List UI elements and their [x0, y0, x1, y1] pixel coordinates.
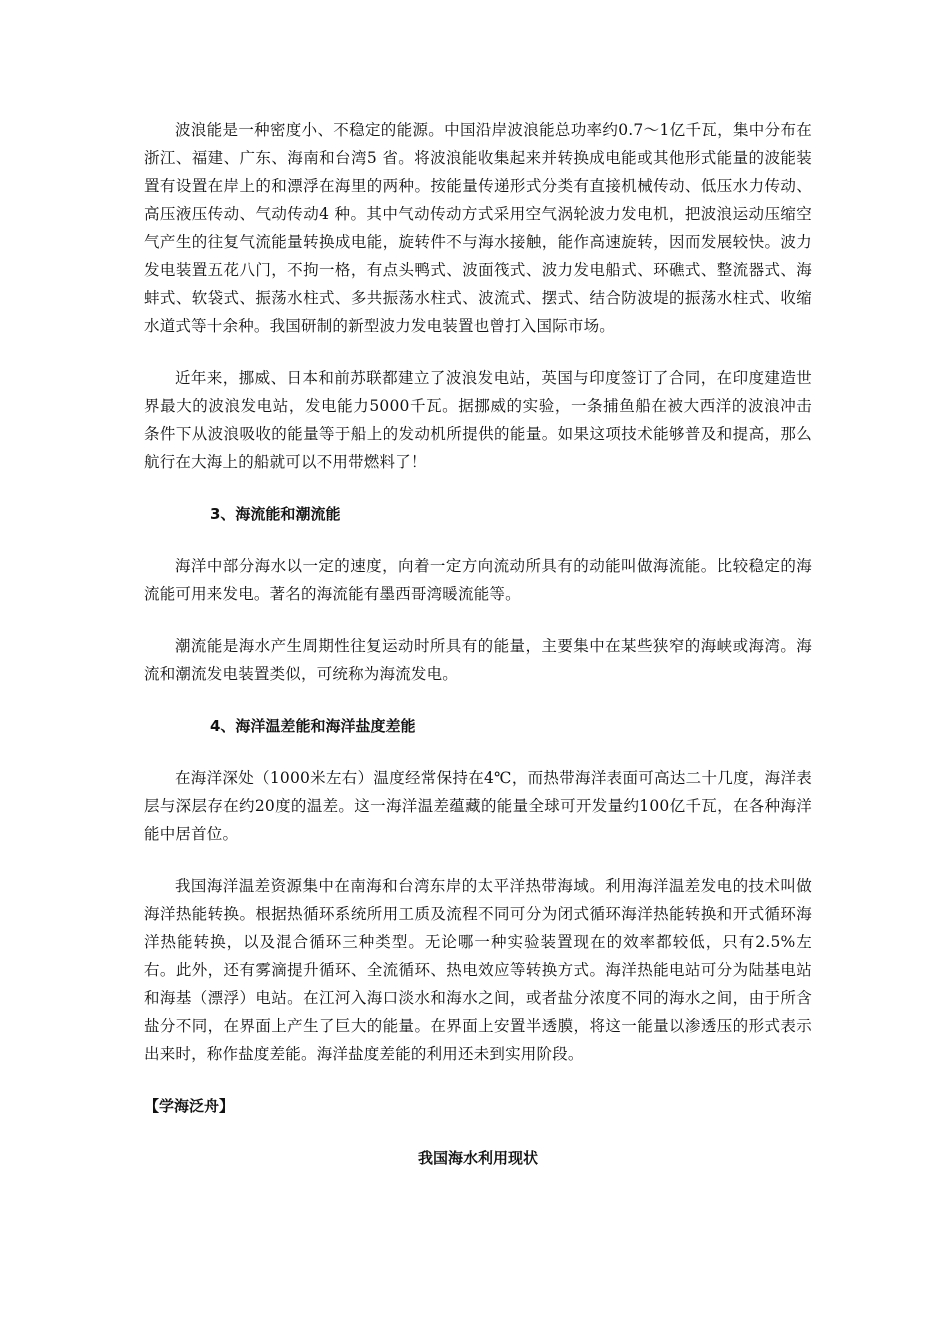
paragraph-gap — [144, 1068, 812, 1092]
paragraph-gap — [144, 608, 812, 632]
article-title: 我国海水利用现状 — [417, 1149, 538, 1167]
paragraph-thermal-gradient: 在海洋深处（1000米左右）温度经常保持在4℃，而热带海洋表面可高达二十几度，海洋表层与深层存在约20度的温差。这一海洋温差蕴藏的能量全球可开发量约100亿千瓦，在各种海洋能中居首位。 — [144, 769, 812, 843]
paragraph-gap — [144, 476, 812, 500]
paragraph-gap — [144, 1120, 812, 1144]
paragraph-thermal-china: 我国海洋温差资源集中在南海和台湾东岸的太平洋热带海域。利用海洋温差发电的技术叫做海洋热能转换。根据热循环系统所用工质及流程不同可分为闭式循环海洋热能转换和开式循环海洋热能转换，以及混合循环三种类型。无论哪一种实验装置现在的效率都较低，只有2.5%左右。此外，还有雾滴提升循环、全流循环、热电效应等转换方式。海洋热能电站可分为陆基电站和海基（漂浮）电站。在江河入海口淡水和海水之间，或者盐分浓度不同的海水之间，由于所含盐分不同，在界面上产生了巨大的能量。在界面上安置半透膜，将这一能量以渗透压的形式表示出来时，称作盐度差能。海洋盐度差能的利用还未到实用阶段。 — [144, 877, 812, 1063]
section-heading-ocean-current: 3、海流能和潮流能 — [210, 505, 341, 523]
paragraph-gap — [144, 740, 812, 764]
paragraph-gap — [144, 528, 812, 552]
paragraph-gap — [144, 848, 812, 872]
paragraph-ocean-current: 海洋中部分海水以一定的速度，向着一定方向流动所具有的动能叫做海流能。比较稳定的海流能可用来发电。著名的海流能有墨西哥湾暖流能等。 — [144, 557, 812, 603]
paragraph-gap — [144, 340, 812, 364]
document-body — [144, 116, 812, 1172]
paragraph-gap — [144, 688, 812, 712]
paragraph-tidal-current: 潮流能是海水产生周期性往复运动时所具有的能量，主要集中在某些狭窄的海峡或海湾。海流和潮流发电装置类似，可统称为海流发电。 — [144, 637, 812, 683]
paragraph-wave-energy-recent: 近年来，挪威、日本和前苏联都建立了波浪发电站，英国与印度签订了合同，在印度建造世界最大的波浪发电站，发电能力5000千瓦。据挪威的实验，一条捕鱼船在被大西洋的波浪冲击条件下从波浪吸收的能量等于船上的发动机所提供的能量。如果这项技术能够普及和提高，那么航行在大海上的船就可以不用带燃料了！ — [144, 369, 812, 471]
paragraph-wave-energy-intro: 波浪能是一种密度小、不稳定的能源。中国沿岸波浪能总功率约0.7～1亿千瓦，集中分布在浙江、福建、广东、海南和台湾5 省。将波浪能收集起来并转换成电能或其他形式能量的波能装置有设置在岸上的和漂浮在海里的两种。按能量传递形式分类有直接机械传动、低压水力传动、高压液压传动、气动传动4 种。其中气动传动方式采用空气涡轮波力发电机，把波浪运动压缩空气产生的往复气流能量转换成电能，旋转件不与海水接触，能作高速旋转，因而发展较快。波力发电装置五花八门，不拘一格，有点头鸭式、波面筏式、波力发电船式、环礁式、整流器式、海蚌式、软袋式、振荡水柱式、多共振荡水柱式、波流式、摆式、结合防波堤的振荡水柱式、收缩水道式等十余种。我国研制的新型波力发电装置也曾打入国际市场。 — [144, 121, 812, 335]
section-heading-thermal-salinity: 4、海洋温差能和海洋盐度差能 — [210, 717, 416, 735]
section-heading-xue-hai: 【学海泛舟】 — [144, 1097, 235, 1115]
